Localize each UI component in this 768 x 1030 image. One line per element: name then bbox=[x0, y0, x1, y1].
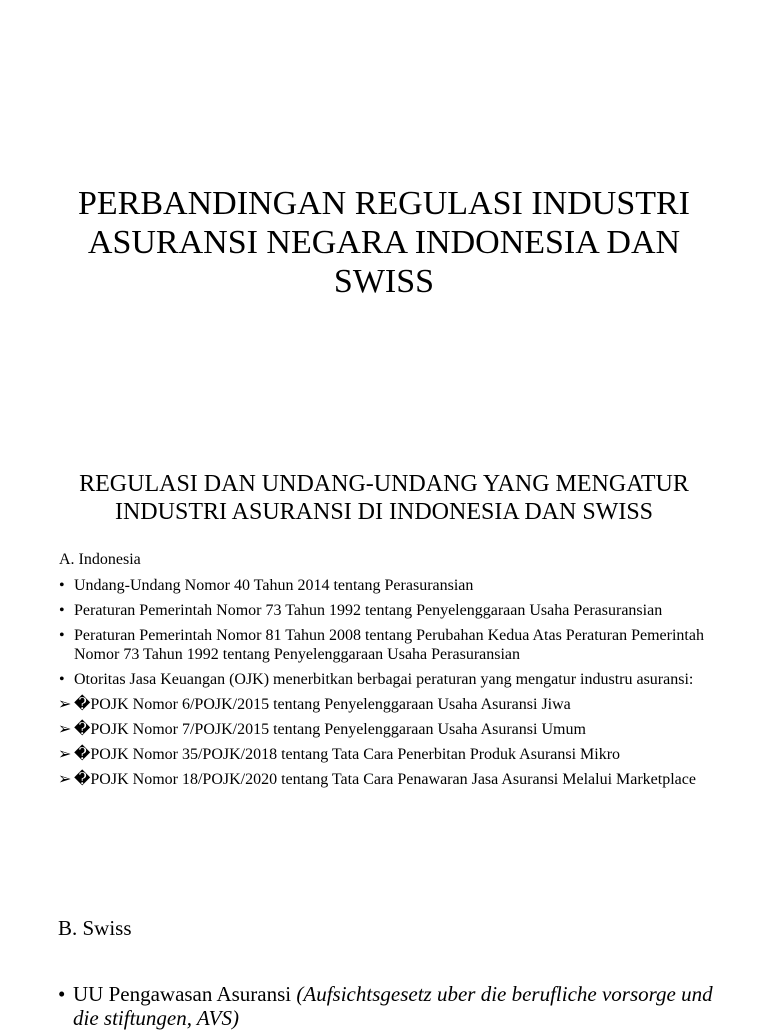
section-title: REGULASI DAN UNDANG-UNDANG YANG MENGATUR INDUSTRI ASURANSI DI INDONESIA DAN SWISS bbox=[79, 471, 689, 525]
list-item bbox=[58, 576, 718, 595]
list-item-text: �POJK Nomor 7/POJK/2015 tentang Penyelenggaraan Usaha Asuransi Umum bbox=[74, 721, 586, 738]
bullet-icon: • bbox=[59, 671, 65, 688]
list-item-text: Undang-Undang Nomor 40 Tahun 2014 tentang Perasuransian bbox=[74, 577, 474, 594]
swiss-item-text bbox=[58, 982, 738, 1030]
page-title: PERBANDINGAN REGULASI INDUSTRI ASURANSI NEGARA INDONESIA DAN SWISS bbox=[78, 185, 690, 300]
list-item-text: Otoritas Jasa Keuangan (OJK) menerbitkan berbagai peraturan yang mengatur industru asuransi: bbox=[74, 671, 694, 688]
list-item bbox=[58, 695, 718, 714]
list-item-text: Peraturan Pemerintah Nomor 73 Tahun 1992 tentang Penyelenggaraan Usaha Perasuransian bbox=[74, 602, 663, 619]
swiss-item-italic: (Aufsichtsgesetz uber die berufliche vorsorge und die stiftungen, AVS) bbox=[73, 982, 713, 1030]
bullet-icon: • bbox=[59, 627, 65, 644]
list-item-text: �POJK Nomor 35/POJK/2018 tentang Tata Cara Penerbitan Produk Asuransi Mikro bbox=[74, 746, 621, 763]
arrow-bullet-icon: ➢ bbox=[58, 746, 72, 763]
list-item bbox=[58, 745, 718, 764]
indonesia-heading: A. Indonesia bbox=[59, 551, 141, 568]
indonesia-regulation-list bbox=[58, 576, 718, 795]
list-item-text: �POJK Nomor 6/POJK/2015 tentang Penyelenggaraan Usaha Asuransi Jiwa bbox=[74, 696, 571, 713]
list-item bbox=[58, 626, 718, 664]
arrow-bullet-icon: ➢ bbox=[58, 696, 72, 713]
list-item bbox=[58, 720, 718, 739]
arrow-bullet-icon: ➢ bbox=[58, 771, 72, 788]
bullet-icon: • bbox=[59, 602, 65, 619]
list-item bbox=[58, 670, 718, 689]
arrow-bullet-icon: ➢ bbox=[58, 721, 72, 738]
list-item bbox=[58, 770, 718, 789]
swiss-heading: B. Swiss bbox=[58, 916, 132, 940]
bullet-icon: • bbox=[58, 982, 66, 1006]
swiss-list-item bbox=[58, 982, 738, 1030]
list-item-text: Peraturan Pemerintah Nomor 81 Tahun 2008 tentang Perubahan Kedua Atas Peraturan Pemerintah Nomor 73 Tahun 1992 tentang Penyelenggaraan Usaha Perasuransian bbox=[74, 627, 704, 663]
list-item bbox=[58, 601, 718, 620]
swiss-item-main: UU Pengawasan Asuransi bbox=[73, 982, 297, 1006]
list-item-text: �POJK Nomor 18/POJK/2020 tentang Tata Cara Penawaran Jasa Asuransi Melalui Marketplace bbox=[74, 771, 696, 788]
bullet-icon: • bbox=[59, 577, 65, 594]
